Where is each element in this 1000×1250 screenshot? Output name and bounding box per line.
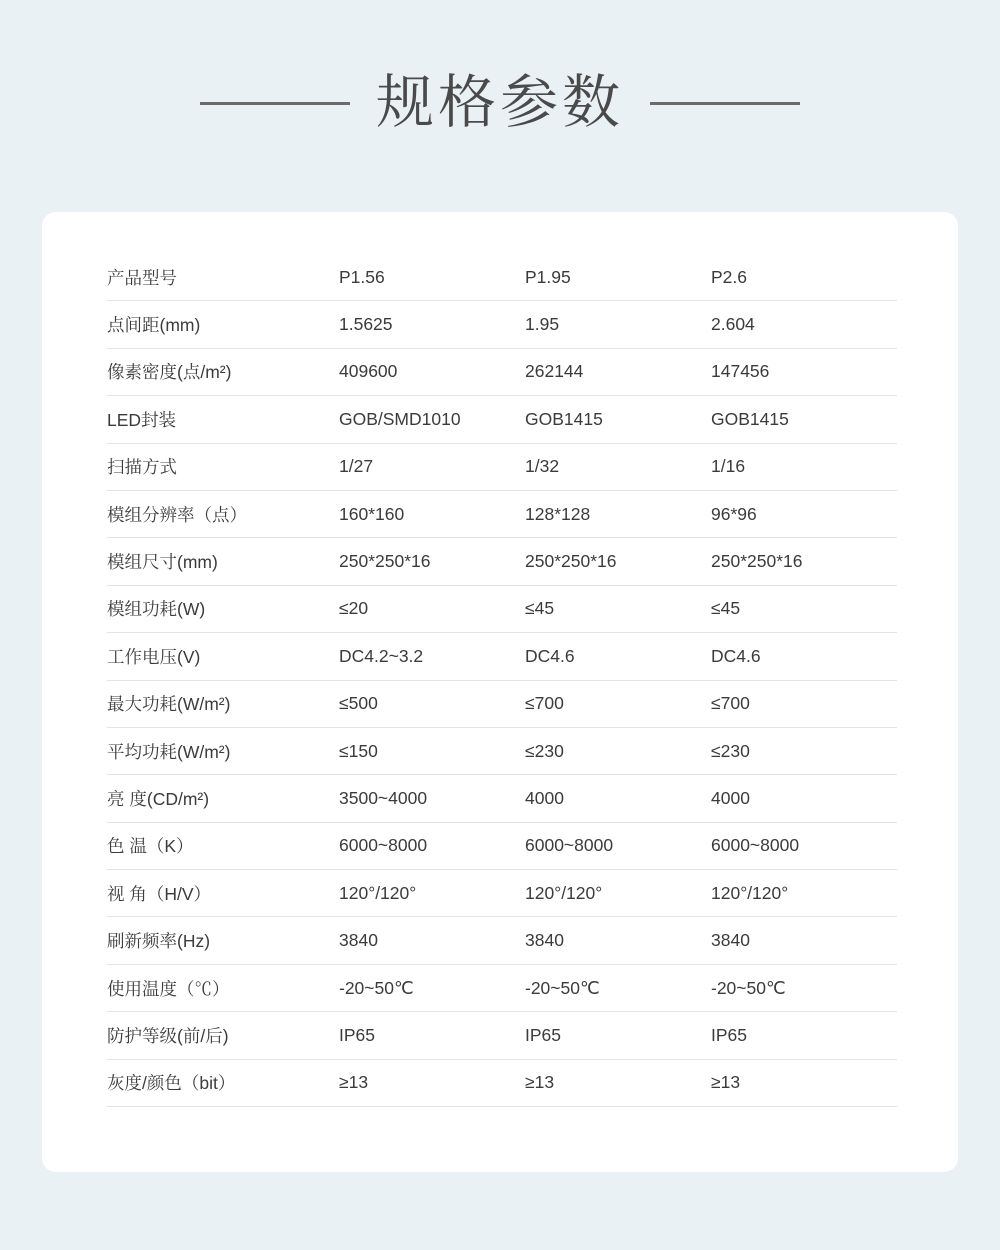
- table-row: [107, 1012, 897, 1059]
- row-value-3: IP65: [711, 1012, 897, 1059]
- row-value-2: ≤45: [525, 585, 711, 632]
- row-value-3: GOB1415: [711, 396, 897, 443]
- row-value-3: 6000~8000: [711, 822, 897, 869]
- table-row: [107, 348, 897, 395]
- row-label: 模组分辨率（点）: [107, 490, 339, 537]
- spec-table-body: [107, 254, 897, 1107]
- title-rule-right: [650, 102, 800, 105]
- row-value-3: 2.604: [711, 301, 897, 348]
- row-label: 色 温（K）: [107, 822, 339, 869]
- row-value-1: 250*250*16: [339, 538, 525, 585]
- row-label: 像素密度(点/m²): [107, 348, 339, 395]
- row-value-1: 1/27: [339, 443, 525, 490]
- row-value-1: 409600: [339, 348, 525, 395]
- table-row: [107, 254, 897, 301]
- row-value-1: 3840: [339, 917, 525, 964]
- row-value-3: 1/16: [711, 443, 897, 490]
- table-row: [107, 917, 897, 964]
- table-row: [107, 633, 897, 680]
- row-value-1: DC4.2~3.2: [339, 633, 525, 680]
- row-value-3: ≤45: [711, 585, 897, 632]
- row-value-1: P1.56: [339, 254, 525, 301]
- row-value-1: GOB/SMD1010: [339, 396, 525, 443]
- row-value-2: DC4.6: [525, 633, 711, 680]
- table-row: [107, 301, 897, 348]
- row-value-3: -20~50℃: [711, 964, 897, 1011]
- row-value-1: 1.5625: [339, 301, 525, 348]
- row-value-2: 1/32: [525, 443, 711, 490]
- row-value-2: P1.95: [525, 254, 711, 301]
- row-value-1: ≤150: [339, 727, 525, 774]
- row-value-3: ≤230: [711, 727, 897, 774]
- table-row: [107, 680, 897, 727]
- row-value-2: 262144: [525, 348, 711, 395]
- row-label: 亮 度(CD/m²): [107, 775, 339, 822]
- page-title-text: 规格参数: [375, 70, 624, 135]
- row-label: 最大功耗(W/m²): [107, 680, 339, 727]
- row-value-2: ≤700: [525, 680, 711, 727]
- row-value-3: 250*250*16: [711, 538, 897, 585]
- table-row: [107, 964, 897, 1011]
- spec-card: [42, 212, 958, 1172]
- row-value-3: 96*96: [711, 490, 897, 537]
- title-rule-left: [200, 102, 350, 105]
- row-value-3: DC4.6: [711, 633, 897, 680]
- row-value-3: ≥13: [711, 1059, 897, 1106]
- row-value-1: ≤500: [339, 680, 525, 727]
- row-label: 产品型号: [107, 254, 339, 301]
- table-row: [107, 870, 897, 917]
- row-label: 使用温度（℃）: [107, 964, 339, 1011]
- row-value-2: GOB1415: [525, 396, 711, 443]
- row-value-1: 6000~8000: [339, 822, 525, 869]
- row-label: 扫描方式: [107, 443, 339, 490]
- row-value-2: -20~50℃: [525, 964, 711, 1011]
- row-label: 工作电压(V): [107, 633, 339, 680]
- row-label: 刷新频率(Hz): [107, 917, 339, 964]
- row-value-2: 120°/120°: [525, 870, 711, 917]
- row-value-1: ≤20: [339, 585, 525, 632]
- row-value-3: 120°/120°: [711, 870, 897, 917]
- row-label: 模组功耗(W): [107, 585, 339, 632]
- row-value-2: 3840: [525, 917, 711, 964]
- page-title: [0, 0, 1000, 135]
- table-row: [107, 775, 897, 822]
- table-row: [107, 1059, 897, 1106]
- table-row: [107, 443, 897, 490]
- table-row: [107, 490, 897, 537]
- row-value-2: IP65: [525, 1012, 711, 1059]
- row-value-3: 3840: [711, 917, 897, 964]
- table-row: [107, 585, 897, 632]
- row-value-1: IP65: [339, 1012, 525, 1059]
- row-value-1: 120°/120°: [339, 870, 525, 917]
- table-row: [107, 396, 897, 443]
- row-value-2: 1.95: [525, 301, 711, 348]
- row-label: 灰度/颜色（bit）: [107, 1059, 339, 1106]
- row-value-3: 4000: [711, 775, 897, 822]
- row-value-2: 4000: [525, 775, 711, 822]
- row-value-2: 6000~8000: [525, 822, 711, 869]
- row-label: LED封装: [107, 396, 339, 443]
- row-label: 模组尺寸(mm): [107, 538, 339, 585]
- table-row: [107, 538, 897, 585]
- row-value-3: 147456: [711, 348, 897, 395]
- row-value-3: P2.6: [711, 254, 897, 301]
- row-value-2: 250*250*16: [525, 538, 711, 585]
- row-label: 点间距(mm): [107, 301, 339, 348]
- spec-table: [107, 254, 897, 1107]
- row-value-1: 3500~4000: [339, 775, 525, 822]
- row-value-3: ≤700: [711, 680, 897, 727]
- row-label: 防护等级(前/后): [107, 1012, 339, 1059]
- row-value-2: ≤230: [525, 727, 711, 774]
- row-value-1: 160*160: [339, 490, 525, 537]
- row-value-2: ≥13: [525, 1059, 711, 1106]
- table-row: [107, 822, 897, 869]
- row-value-2: 128*128: [525, 490, 711, 537]
- table-row: [107, 727, 897, 774]
- row-value-1: -20~50℃: [339, 964, 525, 1011]
- row-value-1: ≥13: [339, 1059, 525, 1106]
- row-label: 平均功耗(W/m²): [107, 727, 339, 774]
- row-label: 视 角（H/V）: [107, 870, 339, 917]
